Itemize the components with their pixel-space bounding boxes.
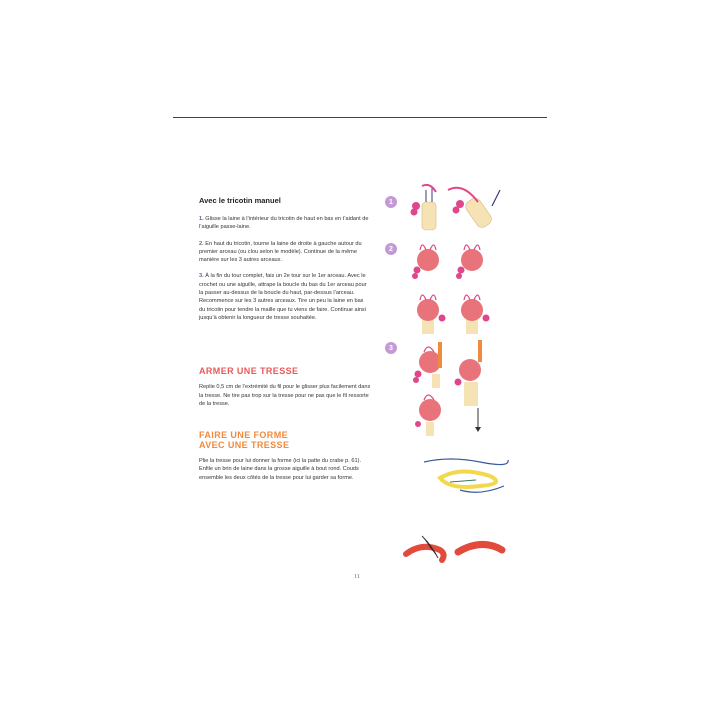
step-3-number: 3. <box>199 273 204 280</box>
step-1-text: Glisse la laine à l’intérieur du tricotin de haut en bas en t’aidant de l’aiguille passe-laine. <box>199 216 369 231</box>
step-1-number: 1. <box>199 216 204 222</box>
forme-heading-line2: AVEC UNE TRESSE <box>199 440 290 451</box>
step-badge-2: 2 <box>385 243 397 255</box>
step-1 <box>199 215 371 232</box>
crab-leg-illustration <box>402 532 512 564</box>
step-2-text: En haut du tricotin, tourne la laine de droite à gauche autour du premier arceau (ou clou selon le modèle). Continue de la même manière sur les 3 autres arceaux. <box>199 240 362 264</box>
braid-illustration <box>420 456 510 498</box>
top-rule <box>173 117 547 118</box>
armer-text: Replie 0,5 cm de l’extrémité du fil pour le glisser plus facilement dans la tresse. Ne tire pas trop sur la tresse pour ne pas que le fil ressorte de la tresse. <box>199 384 371 407</box>
text-column <box>199 196 371 482</box>
step-2-illustration <box>408 238 508 338</box>
step-3-text: À la fin du tour complet, fais un 2e tour sur le 1er arceau. Avec le crochet ou une aiguille, attrape la boucle du bas du 1er arceau pour la passer au-dessus de la boucle du haut, par-dessus l’arceau. Recommence sur les 3 autres arceaux. Tire un peu la laine en bas du tricotin pour tendre la maille que tu viens de faire. Continue ainsi jusqu’à obtenir la longueur de tresse souhaitée. <box>199 273 367 321</box>
step-2-number: 2. <box>199 240 204 247</box>
step-1-illustration <box>408 182 508 232</box>
page-number: 11 <box>354 574 360 580</box>
forme-heading-line1: FAIRE UNE FORME <box>199 430 289 441</box>
step-3 <box>199 272 371 322</box>
step-badge-1: 1 <box>385 196 397 208</box>
step-badge-3: 3 <box>385 342 397 354</box>
step-3-illustration <box>408 338 508 438</box>
forme-text: Plie la tresse pour lui donner la forme (ici la patte du crabe p. 61). Enfile un brin de laine dans la grosse aiguille à bout rond. Couds ensemble les deux côtés de la tresse pour lui garder sa forme. <box>199 458 361 481</box>
forme-heading <box>199 430 371 450</box>
armer-heading: ARMER UNE TRESSE <box>199 366 299 377</box>
section-title: Avec le tricotin manuel <box>199 196 281 205</box>
step-2 <box>199 240 371 265</box>
